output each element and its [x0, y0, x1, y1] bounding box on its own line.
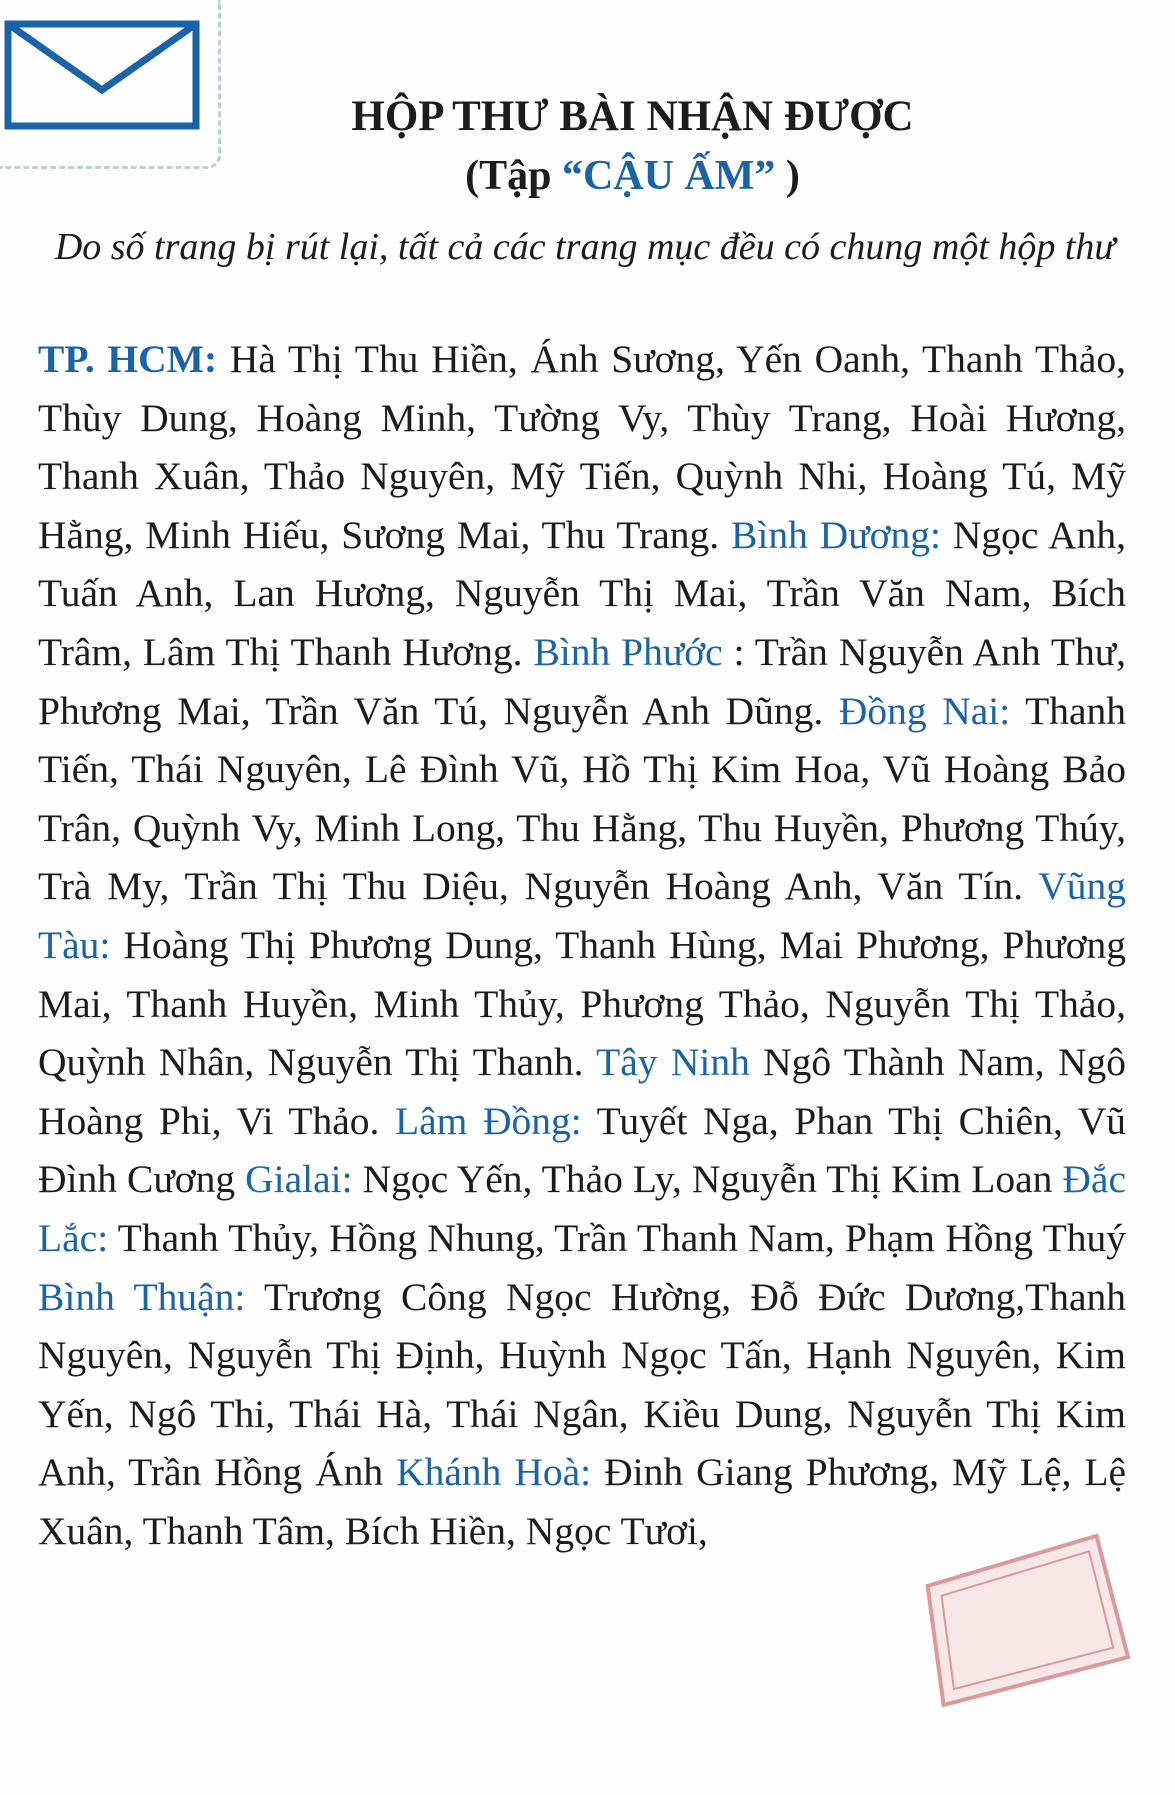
region-label: Đắc Lắc:: [38, 1157, 1126, 1260]
region-label: Vũng Tàu:: [38, 864, 1126, 967]
region-label: Bình Thuận:: [38, 1274, 246, 1319]
page-title: HỘP THƯ BÀI NHẬN ĐƯỢC: [351, 93, 914, 140]
region-label: Bình Phước: [533, 629, 723, 674]
mailbox-list: [38, 330, 1126, 1560]
subtitle-accent: “CẬU ẤM”: [561, 153, 776, 199]
region-names: Ngọc Anh, Tuấn Anh, Lan Hương, Nguyễn Thị Mai, Trần Văn Nam, Bích Trâm, Lâm Thị Thanh Hương.: [38, 512, 1126, 674]
region-label: Khánh Hoà:: [396, 1450, 592, 1495]
subtitle-suffix: ): [785, 153, 800, 199]
region-names: Thanh Thủy, Hồng Nhung, Trần Thanh Nam, Phạm Hồng Thuý: [108, 1215, 1126, 1260]
region-names: Ngọc Yến, Thảo Ly, Nguyễn Thị Kim Loan: [352, 1157, 1063, 1202]
region-label: TP. HCM:: [38, 337, 218, 381]
region-names: Hà Thị Thu Hiền, Ánh Sương, Yến Oanh, Thanh Thảo, Thùy Dung, Hoàng Minh, Tường Vy, Thùy Trang, Hoài Hương, Thanh Xuân, Thảo Nguyên, Mỹ Tiến, Quỳnh Nhi, Hoàng Tú, Mỹ Hằng, Minh Hiếu, Sương Mai, Thu Trang.: [38, 337, 1126, 557]
mailbox-note: Do số trang bị rút lại, tất cả các trang mục đều có chung một hộp thư: [54, 226, 1116, 268]
envelope-frame: [0, 0, 221, 169]
region-names: Hoàng Thị Phương Dung, Thanh Hùng, Mai Phương, Phương Mai, Thanh Huyền, Minh Thủy, Phương Thảo, Nguyễn Thị Thảo, Quỳnh Nhân, Nguyễn Thị Thanh.: [38, 922, 1126, 1085]
region-names: Tuyết Nga, Phan Thị Chiên, Vũ Đình Cương: [38, 1098, 1126, 1202]
region-names: Trương Công Ngọc Hường, Đỗ Đức Dương,Thanh Nguyên, Nguyễn Thị Định, Huỳnh Ngọc Tấn, Hạnh Nguyên, Kim Yến, Ngô Thi, Thái Hà, Thái Ngân, Kiều Dung, Nguyễn Thị Kim Anh, Trần Hồng Ánh: [38, 1274, 1126, 1495]
region-names: Ngô Thành Nam, Ngô Hoàng Phi, Vi Thảo.: [38, 1040, 1126, 1143]
subtitle-prefix: (Tập: [465, 153, 552, 199]
region-names: Đinh Giang Phương, Mỹ Lệ, Lệ Xuân, Thanh Tâm, Bích Hiền, Ngọc Tươi,: [38, 1450, 1127, 1553]
region-label: Đồng Nai:: [838, 688, 1011, 733]
region-label: Tây Ninh: [596, 1040, 750, 1085]
region-label: Bình Dương:: [731, 512, 941, 557]
region-label: Gialai:: [245, 1157, 353, 1202]
region-label: Lâm Đồng:: [395, 1098, 582, 1143]
region-names: Thanh Tiến, Thái Nguyên, Lê Đình Vũ, Hồ Thị Kim Hoa, Vũ Hoàng Bảo Trân, Quỳnh Vy, Minh Long, Thu Hằng, Thu Huyền, Phương Thúy, Trà My, Trần Thị Thu Diệu, Nguyễn Hoàng Anh, Văn Tín.: [38, 688, 1126, 909]
region-names: : Trần Nguyễn Anh Thư, Phương Mai, Trần Văn Tú, Nguyễn Anh Dũng.: [38, 629, 1126, 733]
page-subtitle: [0, 152, 1175, 200]
